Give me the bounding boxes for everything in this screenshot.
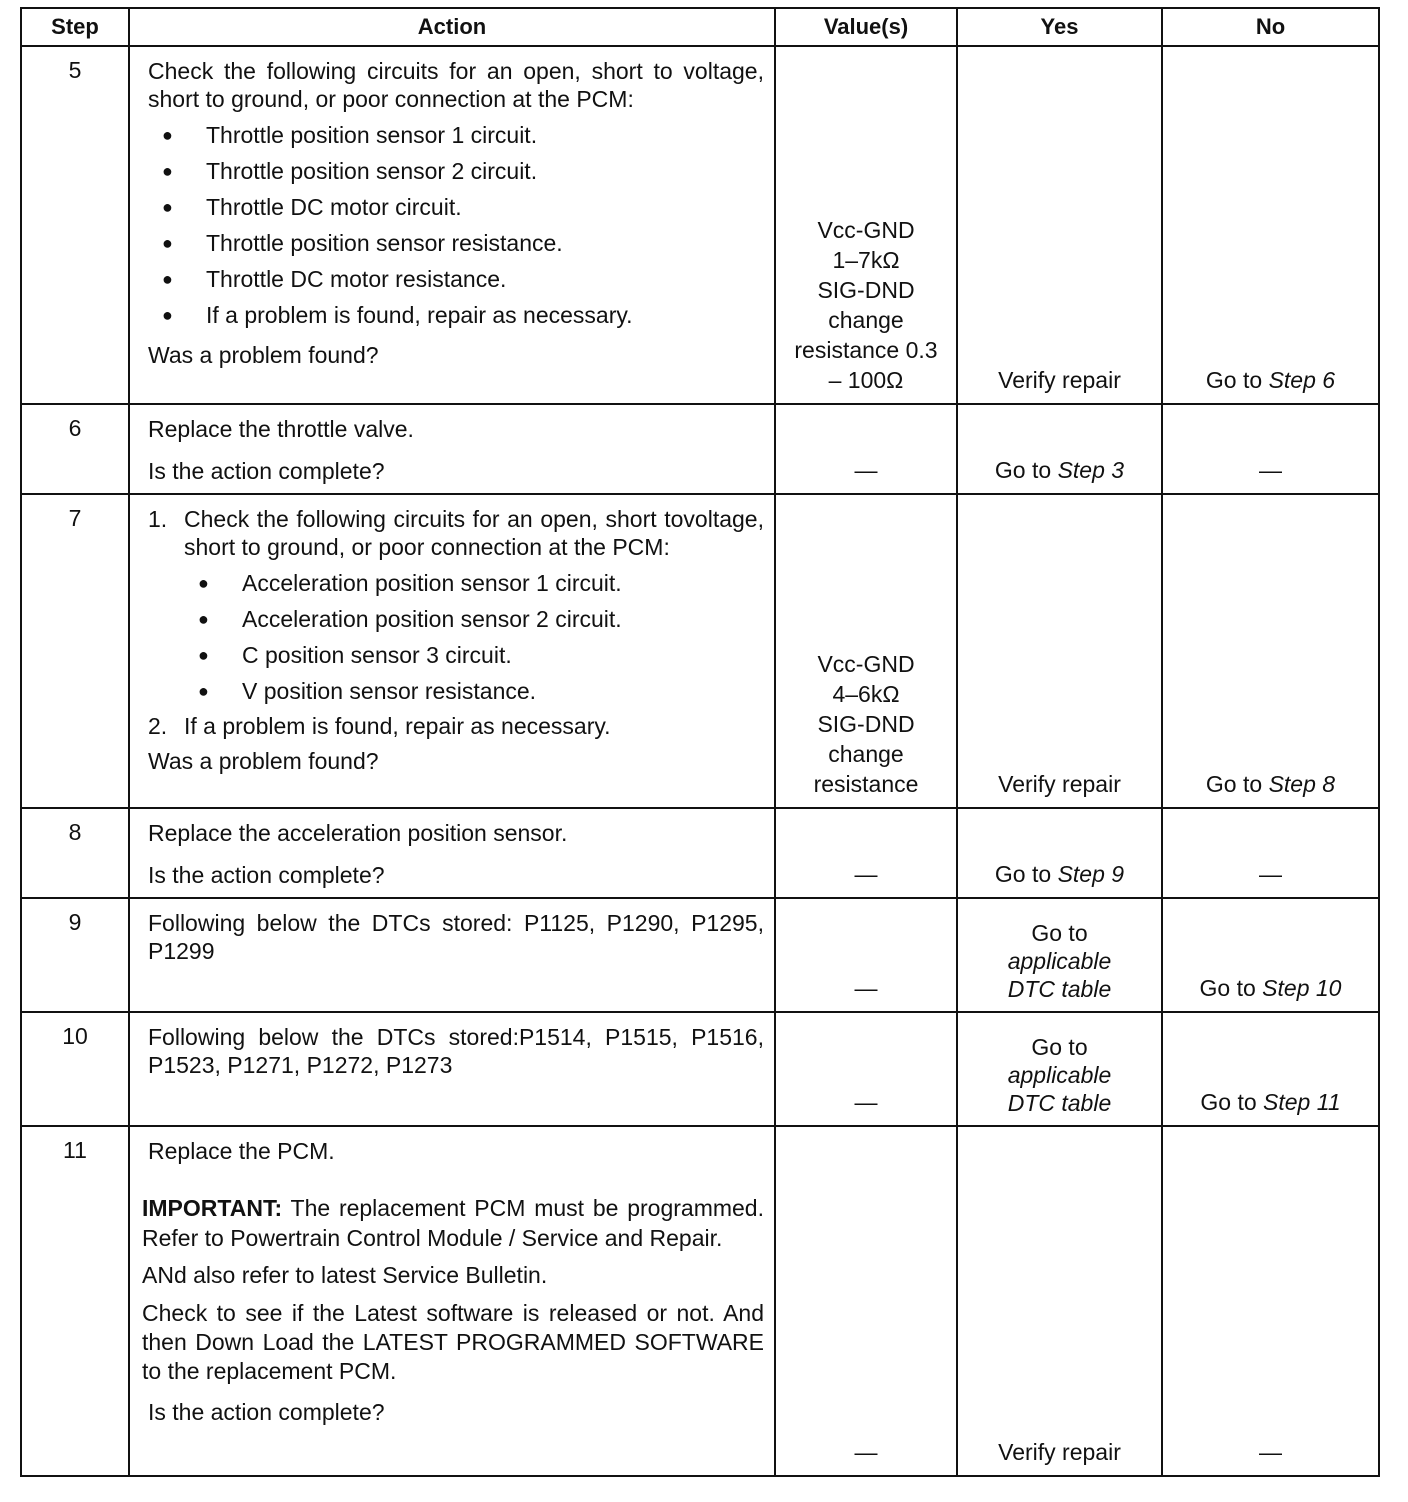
question-text: Is the action complete? — [148, 1399, 385, 1425]
value-cell — [775, 404, 957, 494]
table-row — [21, 494, 1379, 808]
step-number: 9 — [21, 898, 129, 1012]
action-text: Replace the throttle valve. — [148, 416, 414, 442]
value-line: resistance 0.3 — [794, 337, 938, 363]
list-item — [148, 505, 764, 709]
value-cell — [775, 1126, 957, 1476]
step-reference: Step 10 — [1262, 975, 1342, 1001]
action-text: Following below the DTCs stored:P1514, P1515, P1516, P1523, P1271, P1272, P1273 — [148, 1024, 764, 1078]
step-number: 7 — [21, 494, 129, 808]
list-item: ● Throttle DC motor circuit. — [148, 189, 764, 225]
yes-line: Go to — [1031, 1034, 1088, 1060]
value-cell — [775, 898, 957, 1012]
yes-text: Verify repair — [998, 771, 1121, 797]
yes-line: Go to — [1031, 920, 1088, 946]
value-line: Vcc-GND — [817, 651, 915, 677]
value-line: resistance — [813, 771, 919, 797]
action-cell — [129, 808, 775, 898]
yes-text: Verify repair — [998, 1439, 1121, 1465]
action-cell — [129, 1126, 775, 1476]
table-row — [21, 1012, 1379, 1126]
yes-cell — [957, 404, 1162, 494]
no-text: — — [1259, 1439, 1282, 1465]
yes-text: Verify repair — [998, 367, 1121, 393]
value-cell — [775, 494, 957, 808]
action-text: Replace the acceleration position sensor. — [148, 820, 568, 846]
action-text: Check to see if the Latest software is released or not. And then Down Load the LATEST PROGRAMMED SOFTWARE to the replacement PCM. — [142, 1300, 764, 1384]
value-text: — — [854, 1089, 878, 1115]
step-number: 10 — [21, 1012, 129, 1126]
no-cell — [1162, 1012, 1379, 1126]
value-line: – 100Ω — [828, 367, 904, 393]
value-cell — [775, 46, 957, 404]
value-line: change — [828, 307, 904, 333]
table-row — [21, 808, 1379, 898]
no-cell — [1162, 1126, 1379, 1476]
no-cell — [1162, 808, 1379, 898]
action-cell — [129, 404, 775, 494]
important-text: The replacement PCM must be programmed. Refer to Powertrain Control Module / Service and Repair. — [142, 1195, 764, 1251]
step-reference: Step 3 — [1057, 457, 1125, 483]
action-text: If a problem is found, repair as necessary. — [184, 713, 611, 739]
action-cell — [129, 1012, 775, 1126]
no-text: — — [1259, 861, 1282, 887]
item-number: 1. — [148, 506, 168, 532]
step-number: 5 — [21, 46, 129, 404]
bullet-list — [184, 565, 764, 709]
list-item: ● Throttle position sensor 1 circuit. — [148, 117, 764, 153]
step-number: 11 — [21, 1126, 129, 1476]
table-row — [21, 404, 1379, 494]
list-item: ● Throttle DC motor resistance. — [148, 261, 764, 297]
yes-prefix: Go to — [994, 861, 1058, 887]
yes-cell — [957, 494, 1162, 808]
list-item: ● Acceleration position sensor 2 circuit. — [184, 601, 764, 637]
value-text: — — [854, 861, 878, 887]
yes-line: DTC table — [1007, 976, 1112, 1002]
yes-line: applicable — [1007, 948, 1112, 974]
value-text: — — [854, 1439, 878, 1465]
step-reference: Step 11 — [1263, 1089, 1341, 1115]
value-text: — — [854, 975, 878, 1001]
action-text: Following below the DTCs stored: P1125, P1290, P1295, P1299 — [148, 910, 764, 964]
step-reference: Step 8 — [1268, 771, 1336, 797]
value-cell — [775, 1012, 957, 1126]
no-cell — [1162, 898, 1379, 1012]
no-cell — [1162, 46, 1379, 404]
table-row — [21, 898, 1379, 1012]
header-action: Action — [129, 8, 775, 46]
question-text: Was a problem found? — [148, 748, 379, 774]
list-item: ● Throttle position sensor 2 circuit. — [148, 153, 764, 189]
yes-cell — [957, 1126, 1162, 1476]
header-yes: Yes — [957, 8, 1162, 46]
list-item — [148, 709, 764, 743]
no-cell — [1162, 404, 1379, 494]
list-item: ● Acceleration position sensor 1 circuit. — [184, 565, 764, 601]
yes-line: DTC table — [1007, 1090, 1112, 1116]
yes-line: applicable — [1007, 1062, 1112, 1088]
important-note — [142, 1193, 764, 1253]
yes-cell — [957, 808, 1162, 898]
value-line: SIG-DND — [817, 711, 915, 737]
action-text: Replace the PCM. — [148, 1138, 335, 1164]
header-values: Value(s) — [775, 8, 957, 46]
value-line: Vcc-GND — [817, 217, 915, 243]
question-text: Was a problem found? — [148, 342, 379, 368]
value-text: — — [854, 457, 878, 483]
header-no: No — [1162, 8, 1379, 46]
list-item: ● Throttle position sensor resistance. — [148, 225, 764, 261]
action-cell — [129, 46, 775, 404]
no-prefix: Go to — [1199, 975, 1263, 1001]
diagnostic-table — [20, 7, 1380, 1477]
step-reference: Step 9 — [1057, 861, 1125, 887]
list-item: ● If a problem is found, repair as necessary. — [148, 297, 764, 333]
list-item: ● C position sensor 3 circuit. — [184, 637, 764, 673]
yes-prefix: Go to — [994, 457, 1058, 483]
step-number: 6 — [21, 404, 129, 494]
question-text: Is the action complete? — [148, 458, 385, 484]
value-line: SIG-DND — [817, 277, 915, 303]
value-line: change — [828, 741, 904, 767]
no-prefix: Go to — [1200, 1089, 1264, 1115]
list-item: ● V position sensor resistance. — [184, 673, 764, 709]
action-text: Check the following circuits for an open, short tovoltage, short to ground, or poor connection at the PCM: — [184, 506, 764, 560]
table-row — [21, 1126, 1379, 1476]
question-text: Is the action complete? — [148, 862, 385, 888]
action-text: Check the following circuits for an open, short to voltage, short to ground, or poor connection at the PCM: — [148, 58, 764, 112]
item-number: 2. — [148, 713, 168, 739]
action-cell — [129, 494, 775, 808]
yes-cell — [957, 898, 1162, 1012]
action-text: ANd also refer to latest Service Bulletin. — [142, 1262, 548, 1288]
step-number: 8 — [21, 808, 129, 898]
step-reference: Step 6 — [1268, 367, 1336, 393]
no-prefix: Go to — [1205, 771, 1269, 797]
no-text: — — [1259, 457, 1282, 483]
table-row — [21, 46, 1379, 404]
value-line: 4–6kΩ — [832, 681, 900, 707]
no-prefix: Go to — [1205, 367, 1269, 393]
no-cell — [1162, 494, 1379, 808]
numbered-list — [148, 505, 764, 743]
yes-cell — [957, 1012, 1162, 1126]
bullet-list — [148, 117, 764, 333]
header-step: Step — [21, 8, 129, 46]
header-row — [21, 8, 1379, 46]
important-label: IMPORTANT: — [142, 1195, 283, 1221]
value-line: 1–7kΩ — [832, 247, 900, 273]
yes-cell — [957, 46, 1162, 404]
action-cell — [129, 898, 775, 1012]
value-cell — [775, 808, 957, 898]
